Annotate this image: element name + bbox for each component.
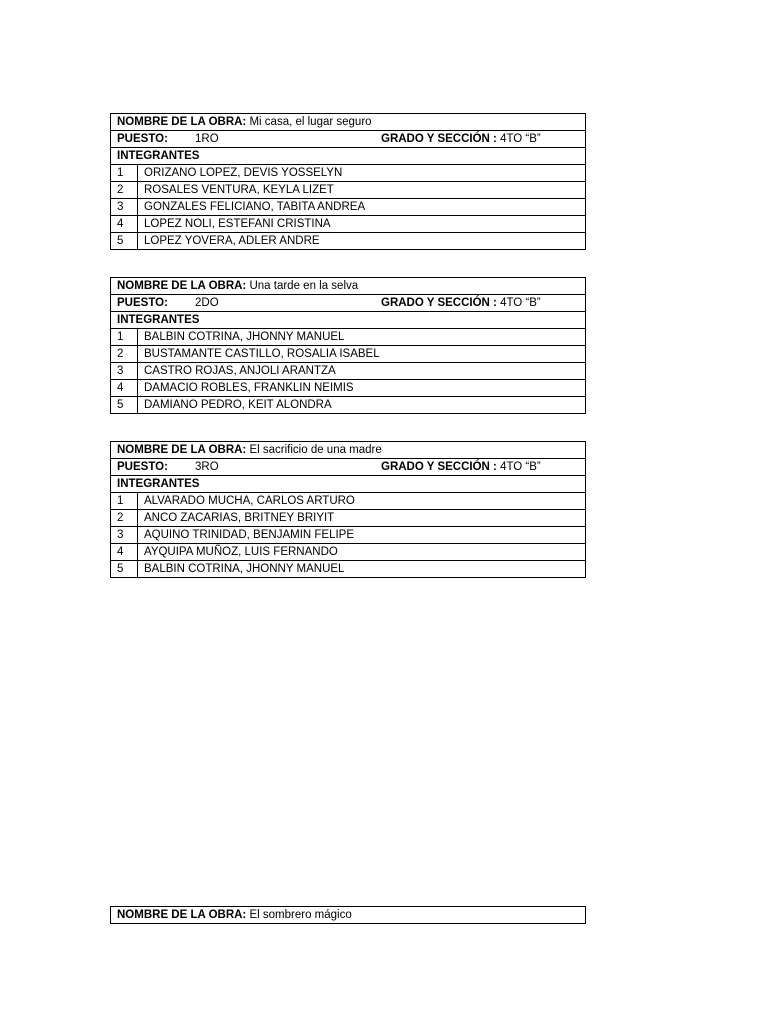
integrante-num: 2	[111, 182, 138, 199]
grado-label: GRADO Y SECCIÓN :	[381, 297, 497, 309]
integrante-num: 1	[111, 493, 138, 510]
integrante-row	[111, 363, 586, 380]
puesto-cell	[111, 295, 586, 312]
integrante-nombre: LOPEZ YOVERA, ADLER ANDRE	[138, 233, 586, 250]
integrante-row	[111, 165, 586, 182]
grado-label: GRADO Y SECCIÓN :	[381, 133, 497, 145]
integrante-nombre: AQUINO TRINIDAD, BENJAMIN FELIPE	[138, 527, 586, 544]
obra-title-row	[111, 907, 586, 924]
puesto-label: PUESTO:	[117, 461, 168, 473]
integrante-num: 3	[111, 199, 138, 216]
grado-value: 4TO “B”	[500, 461, 541, 473]
obra-nombre: El sombrero mágico	[249, 909, 352, 921]
obra-table-3	[110, 441, 586, 578]
grado-seccion	[381, 295, 541, 311]
integrante-nombre: ALVARADO MUCHA, CARLOS ARTURO	[138, 493, 586, 510]
integrante-row	[111, 182, 586, 199]
puesto-cell	[111, 131, 586, 148]
integrantes-header-row	[111, 476, 586, 493]
integrante-row	[111, 380, 586, 397]
integrante-nombre: DAMACIO ROBLES, FRANKLIN NEIMIS	[138, 380, 586, 397]
grado-value: 4TO “B”	[500, 297, 541, 309]
obra-table-1	[110, 113, 586, 250]
integrantes-header-row	[111, 148, 586, 165]
integrante-row	[111, 233, 586, 250]
integrante-num: 3	[111, 363, 138, 380]
integrante-nombre: ORIZANO LOPEZ, DEVIS YOSSELYN	[138, 165, 586, 182]
integrante-nombre: ANCO ZACARIAS, BRITNEY BRIYIT	[138, 510, 586, 527]
puesto-row	[111, 459, 586, 476]
integrante-row	[111, 510, 586, 527]
integrante-nombre: BALBIN COTRINA, JHONNY MANUEL	[138, 561, 586, 578]
puesto-value: 3RO	[195, 461, 219, 473]
integrante-num: 3	[111, 527, 138, 544]
integrantes-header: INTEGRANTES	[111, 476, 586, 493]
integrante-row	[111, 544, 586, 561]
integrantes-header-row	[111, 312, 586, 329]
obra-table-4	[110, 906, 586, 924]
nombre-label: NOMBRE DE LA OBRA:	[117, 444, 247, 456]
integrante-nombre: AYQUIPA MUÑOZ, LUIS FERNANDO	[138, 544, 586, 561]
grado-seccion	[381, 131, 541, 147]
integrante-num: 5	[111, 561, 138, 578]
integrante-num: 1	[111, 165, 138, 182]
grado-seccion	[381, 459, 541, 475]
integrante-nombre: CASTRO ROJAS, ANJOLI ARANTZA	[138, 363, 586, 380]
nombre-label: NOMBRE DE LA OBRA:	[117, 280, 247, 292]
integrante-num: 5	[111, 233, 138, 250]
integrantes-header: INTEGRANTES	[111, 148, 586, 165]
puesto-label: PUESTO:	[117, 297, 168, 309]
integrante-nombre: BUSTAMANTE CASTILLO, ROSALIA ISABEL	[138, 346, 586, 363]
integrante-nombre: DAMIANO PEDRO, KEIT ALONDRA	[138, 397, 586, 414]
integrante-row	[111, 199, 586, 216]
integrante-row	[111, 397, 586, 414]
integrantes-header: INTEGRANTES	[111, 312, 586, 329]
obra-title-cell	[111, 907, 586, 924]
grado-value: 4TO “B”	[500, 133, 541, 145]
puesto-row	[111, 295, 586, 312]
puesto-value: 1RO	[195, 133, 219, 145]
obra-title-row	[111, 114, 586, 131]
obra-nombre: El sacrificio de una madre	[249, 444, 382, 456]
puesto-row	[111, 131, 586, 148]
integrante-row	[111, 527, 586, 544]
puesto-cell	[111, 459, 586, 476]
nombre-label: NOMBRE DE LA OBRA:	[117, 116, 247, 128]
obra-nombre: Mi casa, el lugar seguro	[249, 116, 372, 128]
obra-nombre: Una tarde en la selva	[249, 280, 359, 292]
integrante-row	[111, 329, 586, 346]
obra-title-cell	[111, 114, 586, 131]
integrante-row	[111, 493, 586, 510]
puesto-value: 2DO	[195, 297, 219, 309]
integrante-num: 4	[111, 380, 138, 397]
integrante-nombre: ROSALES VENTURA, KEYLA LIZET	[138, 182, 586, 199]
puesto-label: PUESTO:	[117, 133, 168, 145]
integrante-num: 5	[111, 397, 138, 414]
integrante-num: 2	[111, 346, 138, 363]
integrante-row	[111, 561, 586, 578]
integrante-num: 1	[111, 329, 138, 346]
obra-title-row	[111, 278, 586, 295]
integrante-num: 4	[111, 544, 138, 561]
obra-title-cell	[111, 442, 586, 459]
obra-title-cell	[111, 278, 586, 295]
integrante-nombre: LOPEZ NOLI, ESTEFANI CRISTINA	[138, 216, 586, 233]
integrante-row	[111, 346, 586, 363]
integrante-nombre: BALBIN COTRINA, JHONNY MANUEL	[138, 329, 586, 346]
obra-title-row	[111, 442, 586, 459]
integrante-num: 4	[111, 216, 138, 233]
nombre-label: NOMBRE DE LA OBRA:	[117, 909, 247, 921]
integrante-nombre: GONZALES FELICIANO, TABITA ANDREA	[138, 199, 586, 216]
obra-table-2	[110, 277, 586, 414]
integrante-num: 2	[111, 510, 138, 527]
grado-label: GRADO Y SECCIÓN :	[381, 461, 497, 473]
integrante-row	[111, 216, 586, 233]
